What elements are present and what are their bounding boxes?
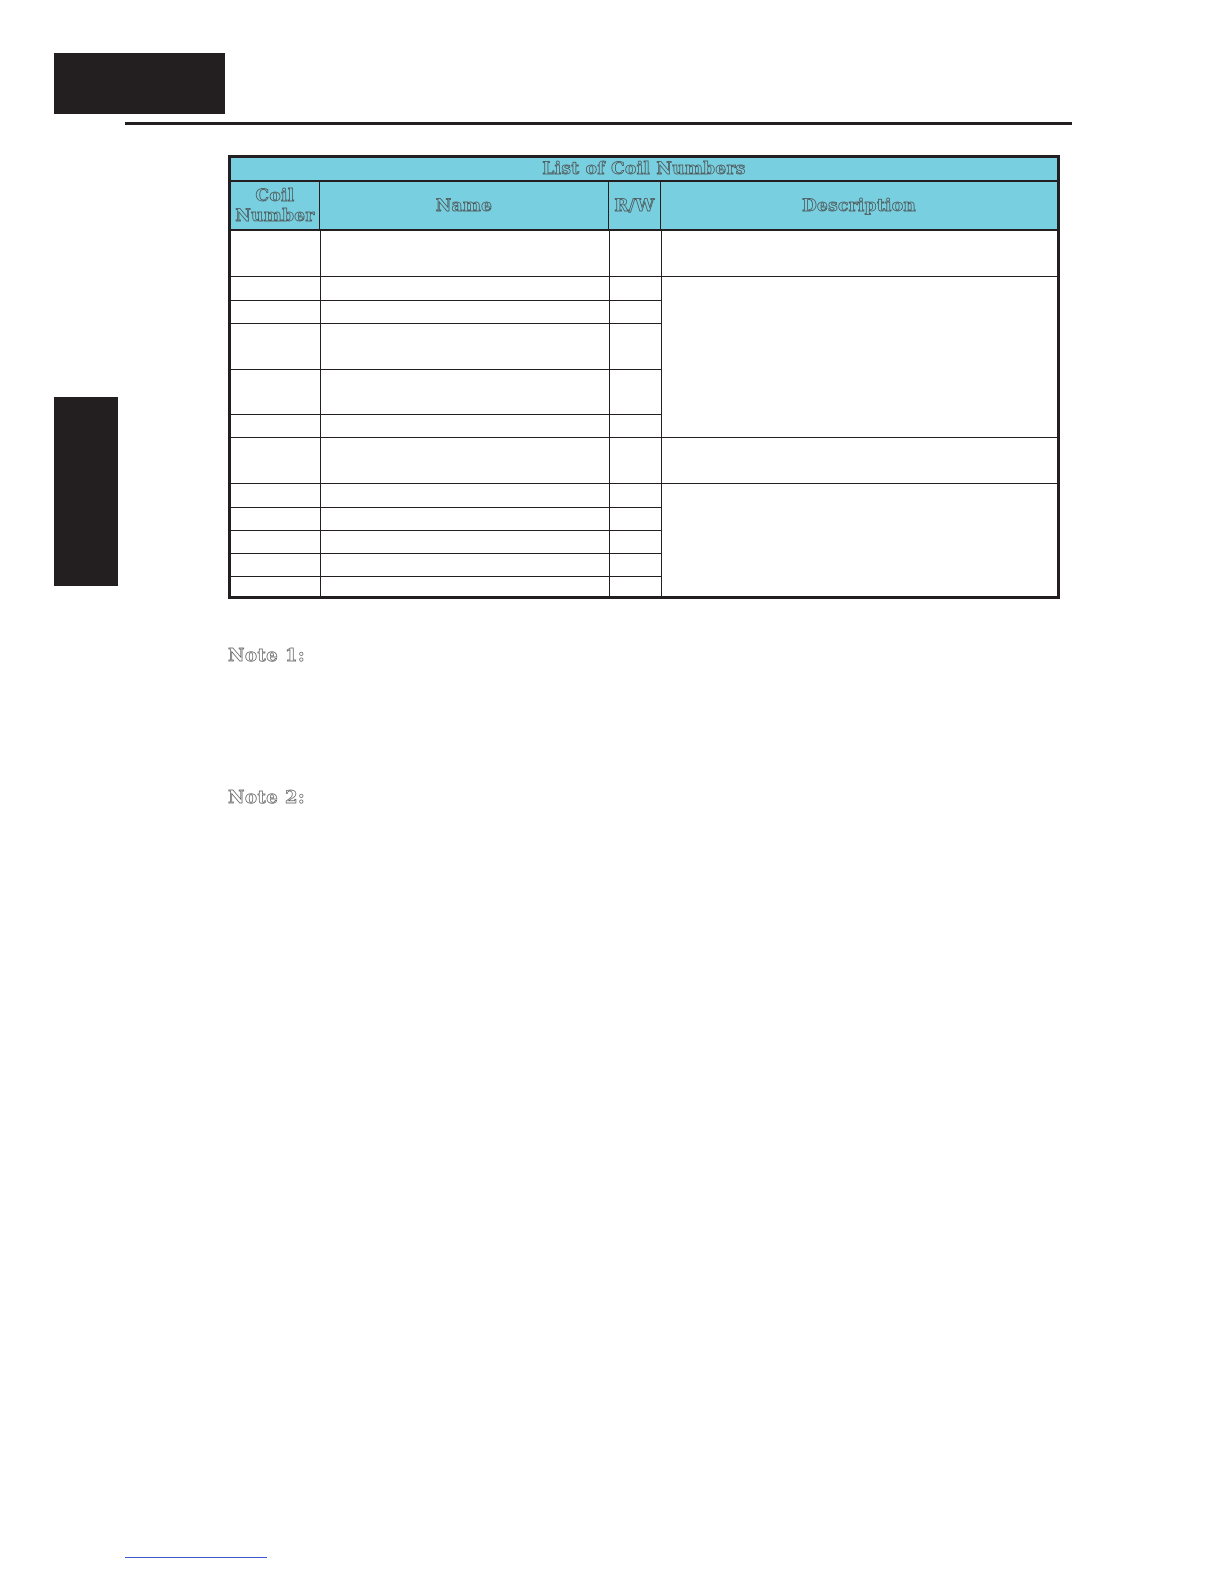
col-divider-3 (661, 231, 662, 596)
note-2-label: Note 2: (228, 787, 306, 808)
group-line (231, 276, 1057, 277)
coil-numbers-table (228, 155, 1060, 599)
row-line (231, 576, 661, 577)
row-line (231, 300, 661, 301)
table-title: List of Coil Numbers (231, 158, 1057, 182)
group-line (231, 437, 1057, 438)
row-line (231, 553, 661, 554)
group-line (231, 483, 1057, 484)
row-line (231, 507, 661, 508)
header-description: Description (661, 182, 1057, 229)
header-rule (125, 122, 1072, 125)
row-line (231, 369, 661, 370)
row-line (231, 414, 661, 415)
row-line (231, 323, 661, 324)
side-thumb-tab (54, 397, 118, 586)
row-line (231, 530, 661, 531)
header-divider (231, 229, 1057, 231)
header-name: Name (320, 182, 609, 229)
header-coil-number (231, 182, 320, 229)
footer-link-underline[interactable] (125, 1557, 267, 1558)
note-1-label: Note 1: (228, 645, 306, 666)
header-coil-number-label: Coil Number (235, 185, 315, 226)
chapter-tab (54, 53, 225, 114)
header-rw: R/W (609, 182, 661, 229)
